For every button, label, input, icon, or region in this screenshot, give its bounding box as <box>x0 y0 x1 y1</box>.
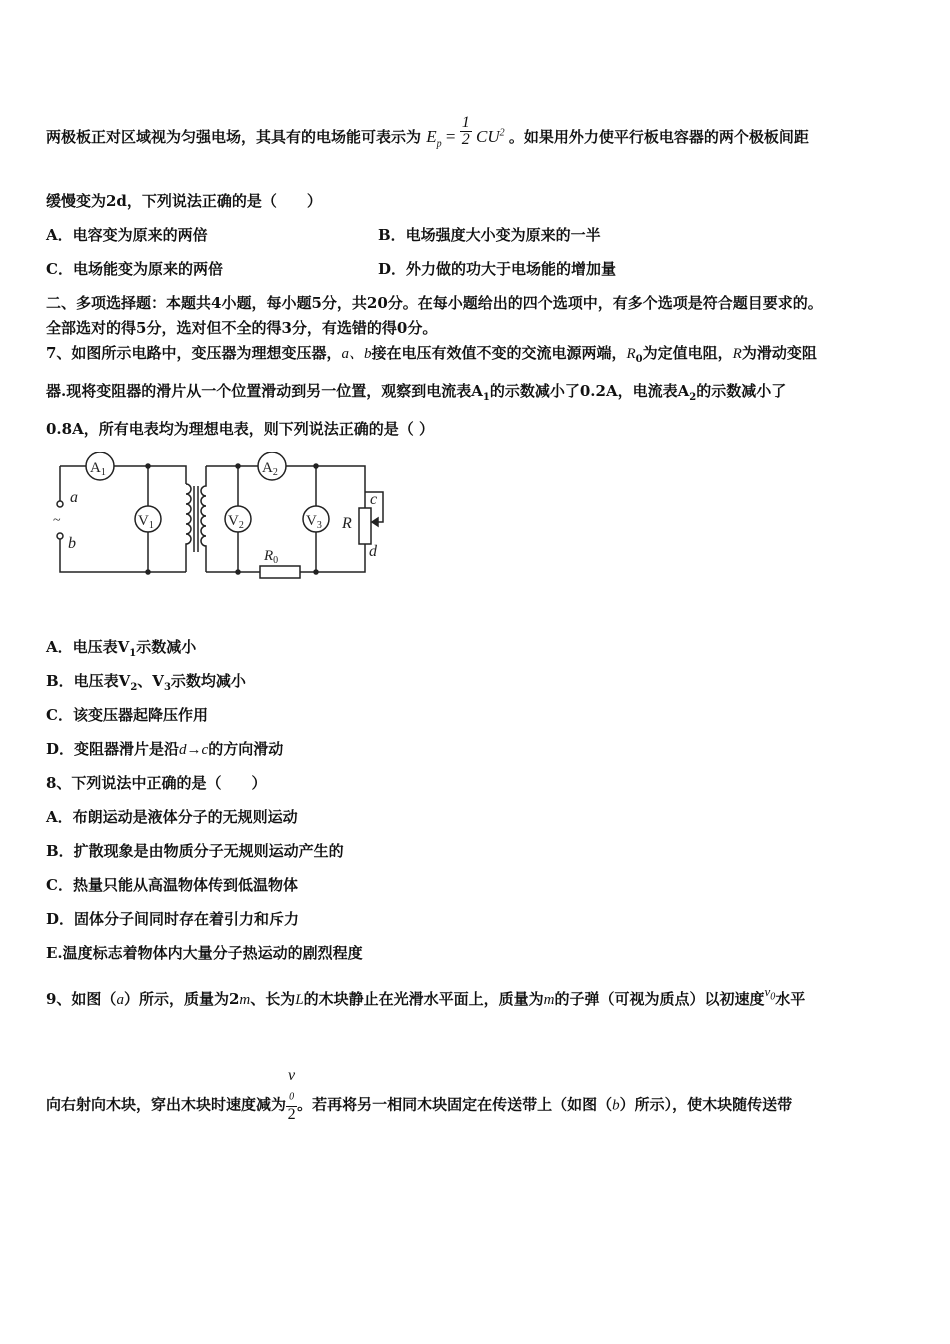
q7-option-a-pre: A．电压表V <box>46 638 130 656</box>
q9-m2: m <box>543 992 555 1008</box>
q7-r0-sub: 0 <box>635 354 643 365</box>
q7-r: R <box>732 346 742 362</box>
voltmeter-v3-label: $V_3$ <box>306 513 322 531</box>
q7-ab: a、b <box>341 346 372 362</box>
rheostat-r-label: R <box>342 515 352 532</box>
voltmeter-v1-label: $V_1$ <box>138 513 154 531</box>
q7-option-b-sub2: 3 <box>163 682 171 693</box>
ammeter-a1-label: $A_1$ <box>90 460 106 478</box>
q7-text-1a: 7、如图所示电路中，变压器为理想变压器， <box>46 344 342 362</box>
resistor-r0 <box>260 566 300 578</box>
q7-option-a <box>46 636 196 659</box>
q7-a2-sub: 2 <box>689 392 697 403</box>
ac-symbol: ~ <box>53 513 61 528</box>
node <box>314 570 318 574</box>
section2-line2: 全部选对的得5分，选对但不全的得3分，有选错的得0分。 <box>46 319 438 337</box>
q7-option-b <box>46 670 246 693</box>
q9-fig-b: b <box>612 1097 620 1114</box>
q9-line1 <box>46 984 806 1011</box>
q9-fig-a: a <box>116 992 124 1008</box>
q9-text-2a: 向右射向木块，穿出木块时速度减为 <box>46 1095 287 1114</box>
q9-v0-v: v <box>764 984 771 999</box>
q9-v0-sub: 0 <box>770 991 776 1003</box>
q7-a1-sub: 1 <box>482 392 490 403</box>
node <box>236 464 240 468</box>
q7-line2 <box>46 380 786 403</box>
q6-stem-text-after: 。如果用外力使平行板电容器的两个极板间距 <box>508 128 809 146</box>
q6-option-d: D．外力做的功大于电场能的增加量 <box>378 260 617 278</box>
q7-option-b-post: 示数均减小 <box>170 672 246 690</box>
q7-option-d-pre: D．变阻器滑片是沿 <box>46 740 180 758</box>
q7-line1 <box>46 342 817 365</box>
formula-rhs: CU <box>475 127 500 146</box>
secondary-coil <box>201 466 206 572</box>
q9-frac-num <box>286 1068 297 1107</box>
q8-option-b: B．扩散现象是由物质分子无规则运动产生的 <box>46 842 344 860</box>
q7-line3: 0.8A，所有电表均为理想电表，则下列说法正确的是（ ） <box>46 420 434 438</box>
voltmeter-v2-label: $V_2$ <box>228 513 244 531</box>
transformer-circuit-diagram <box>50 452 395 582</box>
energy-formula <box>426 113 509 150</box>
terminal-b <box>57 533 63 539</box>
q7-option-b-mid: 、V <box>137 672 164 690</box>
ammeter-a2-label: $A_2$ <box>262 460 278 478</box>
primary-coil <box>186 484 191 572</box>
primary-wires <box>60 466 186 572</box>
q8-stem: 8、下列说法中正确的是（ ） <box>46 774 267 792</box>
node <box>146 464 150 468</box>
node <box>314 464 318 468</box>
q9-v0 <box>764 984 776 1003</box>
q7-option-d <box>46 738 283 759</box>
formula-den: 2 <box>461 130 470 148</box>
q8-option-d: D．固体分子间同时存在着引力和斥力 <box>46 910 300 928</box>
q7-text-2b: 的示数减小了0.2A，电流表A <box>489 382 690 400</box>
formula-num: 1 <box>461 113 470 131</box>
q9-L: L <box>295 992 304 1008</box>
node <box>236 570 240 574</box>
q9-m1: m <box>239 992 251 1008</box>
terminal-b-label: b <box>68 535 76 552</box>
q7-r0: R <box>626 346 636 362</box>
q6-stem-line2: 缓慢变为2d，下列说法正确的是（ ） <box>46 192 322 210</box>
q7-option-a-post: 示数减小 <box>136 638 197 656</box>
q9-text-2c: ）所示），使木块随传送带 <box>619 1095 793 1114</box>
q7-option-b-sub1: 2 <box>130 682 138 693</box>
q7-option-d-math: d→c <box>179 742 209 758</box>
q7-text-1d: 为滑动变阻 <box>741 344 817 362</box>
q7-text-2a: 器.现将变阻器的滑片从一个位置滑动到另一位置，观察到电流表A <box>46 382 483 400</box>
node <box>146 570 150 574</box>
q9-v0-half-fraction <box>286 1068 297 1123</box>
q6-stem-text: 两极板正对区域视为匀强电场，其具有的电场能可表示为 <box>46 128 422 146</box>
q6-stem-line1 <box>46 113 809 150</box>
q7-option-c: C．该变压器起降压作用 <box>46 706 208 724</box>
q7-option-a-sub: 1 <box>129 648 137 659</box>
section2-line1: 二、多项选择题：本题共4小题，每小题5分，共20分。在每小题给出的四个选项中，有多个选项是符合题目要求的。 <box>46 294 823 312</box>
formula-lhs: E <box>426 127 437 146</box>
q9-text-1c: 、长为 <box>250 990 296 1008</box>
terminal-a <box>57 501 63 507</box>
q9-text-1d: 的木块静止在光滑水平面上，质量为 <box>303 990 544 1008</box>
q6-option-a: A．电容变为原来的两倍 <box>46 226 208 244</box>
q6-option-c: C．电场能变为原来的两倍 <box>46 260 223 278</box>
rheostat-r <box>359 508 371 544</box>
rheostat-c-label: c <box>370 491 378 508</box>
q8-option-c: C．热量只能从高温物体传到低温物体 <box>46 876 298 894</box>
q6-option-b: B．电场强度大小变为原来的一半 <box>378 226 601 244</box>
formula-eq: = <box>445 127 456 146</box>
q7-text-1b: 接在电压有效值不变的交流电源两端， <box>371 344 627 362</box>
formula-rhs-sup: 2 <box>499 127 505 139</box>
q7-option-b-pre: B．电压表V <box>46 672 131 690</box>
terminal-a-label: a <box>70 489 78 506</box>
q7-text-1c: 为定值电阻， <box>642 344 733 362</box>
q7-text-2c: 的示数减小了 <box>696 382 787 400</box>
q9-frac-den: 2 <box>287 1105 296 1123</box>
q8-option-e: E.温度标志着物体内大量分子热运动的剧烈程度 <box>46 944 363 962</box>
q7-option-d-post: 的方向滑动 <box>208 740 284 758</box>
formula-lhs-sub: p <box>436 138 442 150</box>
formula-fraction <box>460 115 472 148</box>
rheostat-d-label: d <box>369 543 377 560</box>
q9-text-1a: 9、如图（ <box>46 990 117 1008</box>
q8-option-a: A．布朗运动是液体分子的无规则运动 <box>46 808 298 826</box>
resistor-r0-label: $R_0$ <box>264 548 279 566</box>
q9-text-2b: 。若再将另一相同木块固定在传送带上（如图（ <box>297 1095 613 1114</box>
q9-frac-num-sub: 0 <box>289 1091 295 1103</box>
q9-text-1b: ）所示，质量为2 <box>123 990 240 1008</box>
q9-frac-num-v: v <box>288 1067 296 1084</box>
q9-line2 <box>46 1067 793 1123</box>
q9-text-1e: 的子弹（可视为质点）以初速度 <box>554 990 765 1008</box>
slider-arrow-icon <box>372 518 378 526</box>
q9-text-1f: 水平 <box>775 990 806 1008</box>
